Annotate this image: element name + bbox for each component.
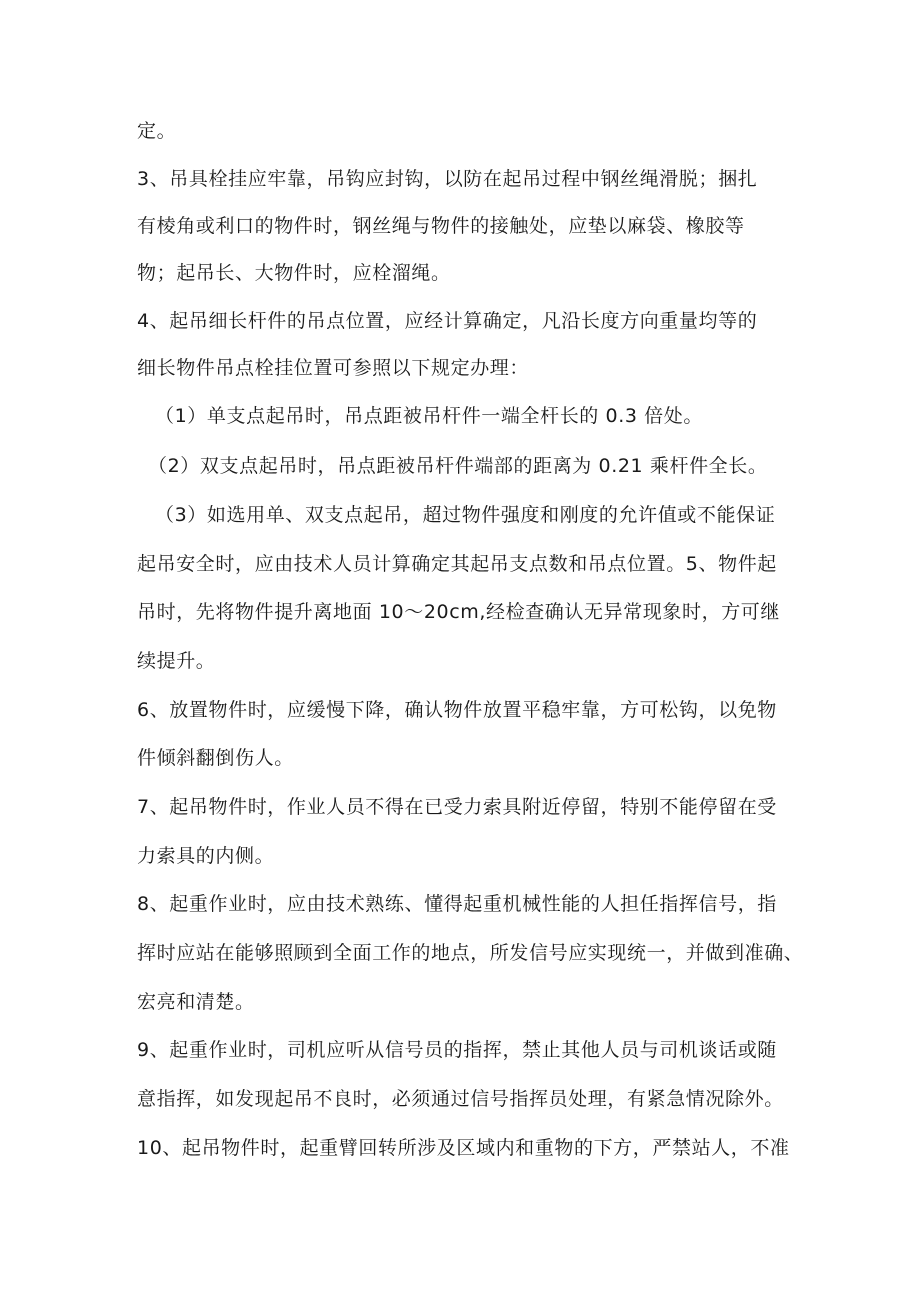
text-line: （1）单支点起吊时，吊点距被吊杆件一端全杆长的 0.3 倍处。: [155, 405, 703, 427]
text-line: 细长物件吊点栓挂位置可参照以下规定办理：: [137, 357, 530, 379]
text-line: 宏亮和清楚。: [137, 991, 255, 1013]
text-line: 挥时应站在能够照顾到全面工作的地点，所发信号应实现统一，并做到准确、: [137, 942, 804, 964]
text-line: 4、起吊细长杆件的吊点位置，应经计算确定，凡沿长度方向重量均等的: [137, 310, 758, 332]
text-line: （2）双支点起吊时，吊点距被吊杆件端部的距离为 0.21 乘杆件全长。: [148, 455, 768, 477]
text-line: 吊时，先将物件提升离地面 10～20cm,经检查确认无异常现象时，方可继: [137, 601, 780, 623]
text-line: 意指挥，如发现起吊不良时，必须通过信号指挥员处理，有紧急情况除外。: [137, 1088, 784, 1110]
text-line: 8、起重作业时，应由技术熟练、懂得起重机械性能的人担任指挥信号，指: [137, 893, 777, 915]
text-line: 定。: [137, 120, 177, 142]
text-line: 10、起吊物件时，起重臂回转所涉及区域内和重物的下方，严禁站人，不准: [137, 1137, 790, 1159]
text-line: 3、吊具栓挂应牢靠，吊钩应封钩，以防在起吊过程中钢丝绳滑脱；捆扎: [137, 168, 758, 190]
text-line: 7、起吊物件时，作业人员不得在已受力索具附近停留，特别不能停留在受: [137, 796, 777, 818]
text-line: （3）如选用单、双支点起吊，超过物件强度和刚度的允许值或不能保证: [155, 504, 776, 526]
text-line: 9、起重作业时，司机应听从信号员的指挥，禁止其他人员与司机谈话或随: [137, 1039, 777, 1061]
text-line: 续提升。: [137, 650, 216, 672]
text-line: 有棱角或利口的物件时，钢丝绳与物件的接触处，应垫以麻袋、橡胶等: [137, 215, 745, 237]
text-line: 件倾斜翻倒伤人。: [137, 747, 294, 769]
text-line: 物；起吊长、大物件时，应栓溜绳。: [137, 262, 451, 284]
text-line: 力索具的内侧。: [137, 845, 275, 867]
text-line: 6、放置物件时，应缓慢下降，确认物件放置平稳牢靠，方可松钩，以免物: [137, 699, 777, 721]
text-line: 起吊安全时，应由技术人员计算确定其起吊支点数和吊点位置。5、物件起: [137, 553, 777, 575]
